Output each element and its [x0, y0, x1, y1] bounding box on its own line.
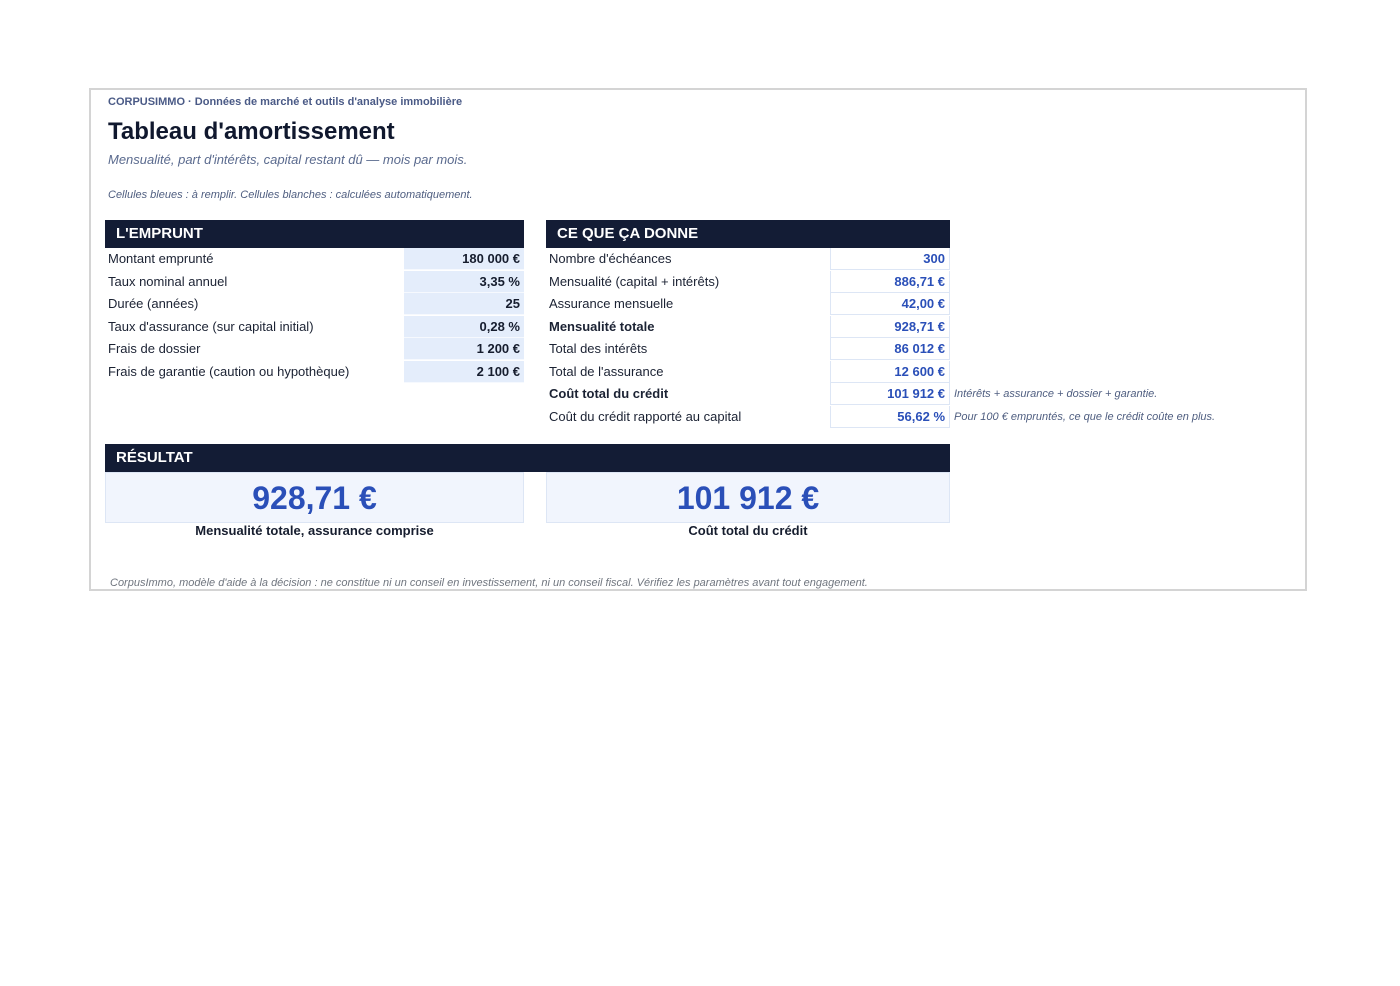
emprunt-input-assurance[interactable]: 0,28 % — [404, 316, 524, 338]
resultats-row — [546, 338, 950, 360]
resultats-value: 86 012 € — [830, 338, 950, 360]
emprunt-label: Frais de dossier — [108, 341, 201, 356]
resultats-label: Coût total du crédit — [549, 386, 669, 401]
emprunt-input-garantie[interactable]: 2 100 € — [404, 361, 524, 383]
emprunt-label: Frais de garantie (caution ou hypothèque) — [108, 364, 350, 379]
resultats-value: 101 912 € — [830, 383, 950, 405]
resultats-label: Mensualité (capital + intérêts) — [549, 274, 720, 289]
resultats-label: Mensualité totale — [549, 319, 655, 334]
resultats-value: 12 600 € — [830, 361, 950, 383]
resultats-row — [546, 271, 950, 293]
resultats-row — [546, 406, 1266, 428]
result-label-mensualite: Mensualité totale, assurance comprise — [195, 523, 434, 538]
resultats-row — [546, 293, 950, 315]
section-header-emprunt: L'EMPRUNT — [105, 220, 524, 248]
emprunt-row — [105, 361, 524, 383]
result-label-cout: Coût total du crédit — [688, 523, 808, 538]
emprunt-row — [105, 293, 524, 315]
emprunt-row — [105, 338, 524, 360]
section-header-resultats: CE QUE ÇA DONNE — [546, 220, 950, 248]
page-subtitle: Mensualité, part d'intérêts, capital restant dû — mois par mois. — [108, 152, 468, 167]
emprunt-input-montant[interactable]: 180 000 € — [404, 248, 524, 270]
emprunt-label: Taux nominal annuel — [108, 274, 228, 289]
resultats-row — [546, 248, 950, 270]
resultats-value: 42,00 € — [830, 293, 950, 315]
emprunt-row — [105, 316, 524, 338]
emprunt-input-duree[interactable]: 25 — [404, 293, 524, 315]
result-value-mensualite: 928,71 € — [105, 472, 524, 523]
resultats-note: Pour 100 € empruntés, ce que le crédit coûte en plus. — [954, 411, 1216, 423]
brand-line: CORPUSIMMO · Données de marché et outils d'analyse immobilière — [108, 96, 463, 108]
emprunt-input-taux[interactable]: 3,35 % — [404, 271, 524, 293]
emprunt-row — [105, 248, 524, 270]
resultats-value: 56,62 % — [830, 406, 950, 428]
resultats-value: 886,71 € — [830, 271, 950, 293]
result-value-cout: 101 912 € — [546, 472, 950, 523]
resultats-row — [546, 361, 950, 383]
resultats-value: 928,71 € — [830, 316, 950, 338]
resultats-value: 300 — [830, 248, 950, 270]
emprunt-label: Taux d'assurance (sur capital initial) — [108, 319, 314, 334]
page-title: Tableau d'amortissement — [108, 118, 395, 145]
spreadsheet-sheet — [89, 88, 1307, 591]
emprunt-label: Durée (années) — [108, 296, 199, 311]
cell-legend: Cellules bleues : à remplir. Cellules blanches : calculées automatiquement. — [108, 189, 473, 201]
section-header-resultat: RÉSULTAT — [105, 444, 950, 472]
emprunt-label: Montant emprunté — [108, 251, 214, 266]
resultats-label: Total de l'assurance — [549, 364, 664, 379]
disclaimer: CorpusImmo, modèle d'aide à la décision : ne constitue ni un conseil en investissement, ni un conseil fiscal. Vérifiez les paramètres avant tout engagement. — [110, 577, 868, 589]
resultats-row — [546, 316, 950, 338]
resultats-label: Total des intérêts — [549, 341, 648, 356]
resultats-label: Nombre d'échéances — [549, 251, 672, 266]
emprunt-input-dossier[interactable]: 1 200 € — [404, 338, 524, 360]
resultats-label: Assurance mensuelle — [549, 296, 674, 311]
resultats-label: Coût du crédit rapporté au capital — [549, 409, 742, 424]
resultats-note: Intérêts + assurance + dossier + garantie. — [954, 388, 1158, 400]
emprunt-row — [105, 271, 524, 293]
resultats-row — [546, 383, 1246, 405]
